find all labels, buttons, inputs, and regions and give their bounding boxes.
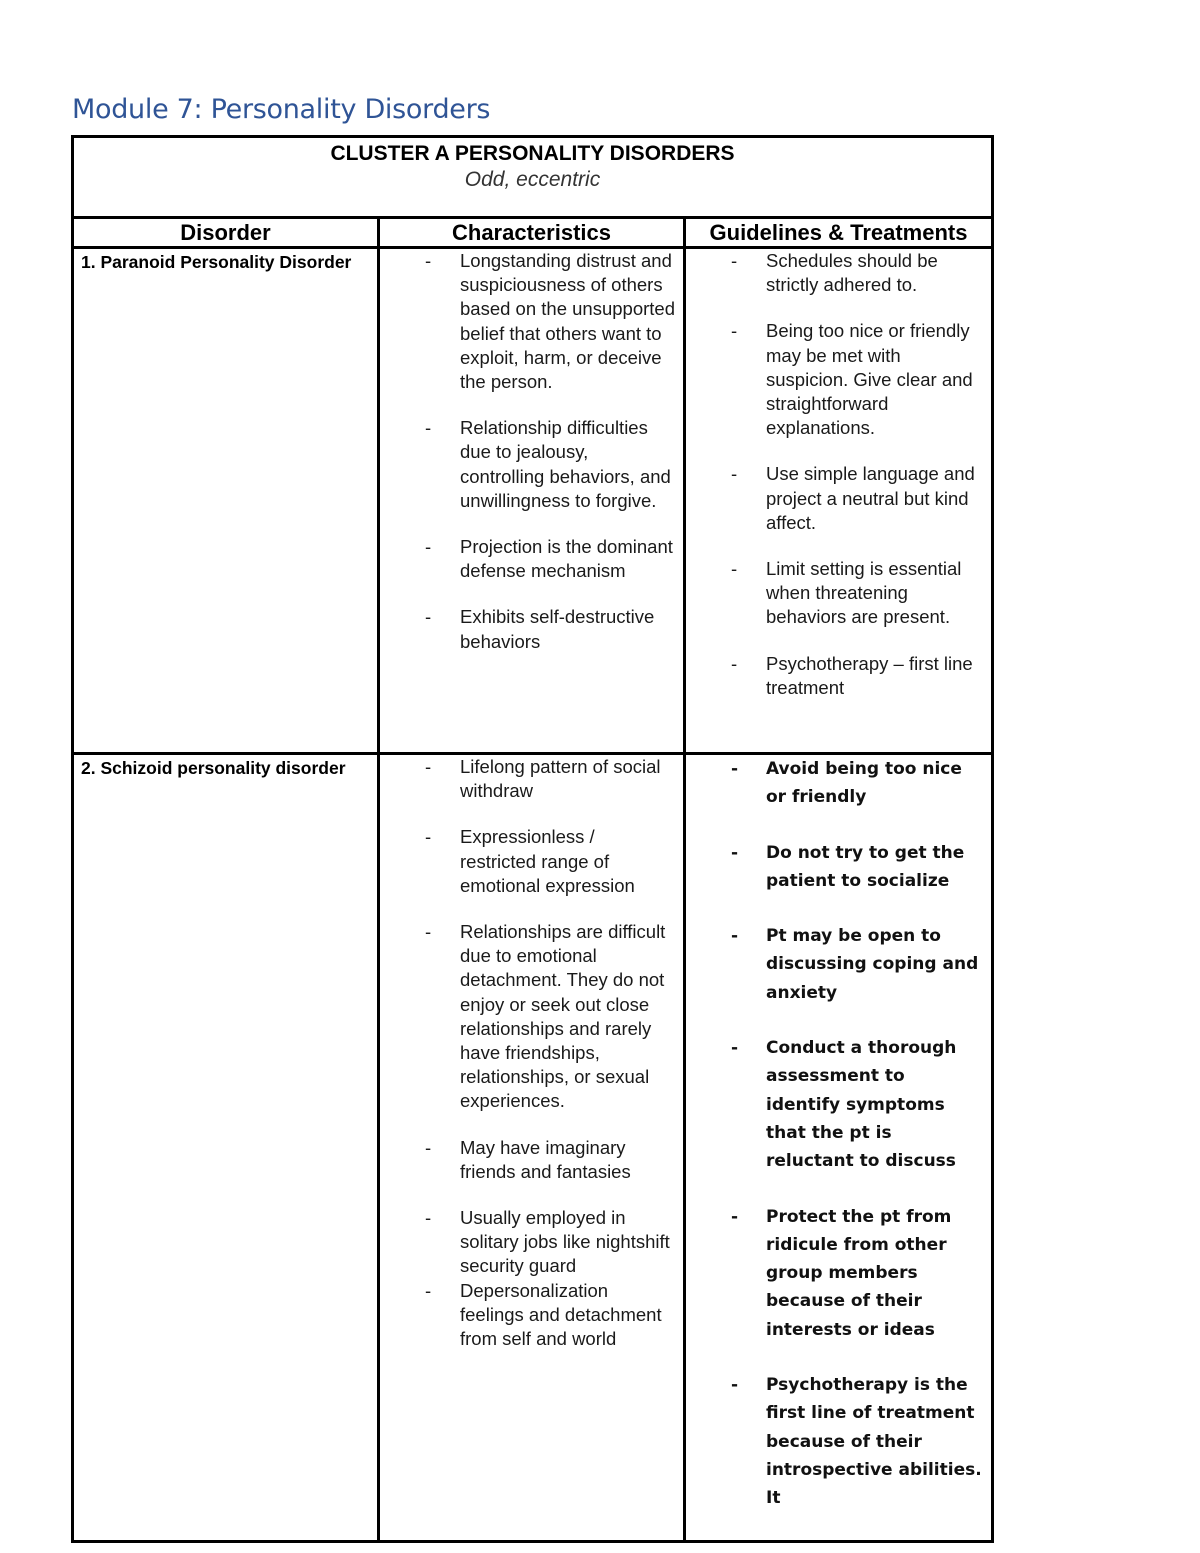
column-header-characteristics: Characteristics <box>379 218 685 248</box>
list-item: - Projection is the dominant defense mechanism <box>380 535 683 583</box>
characteristics-cell <box>379 248 685 754</box>
characteristics-cell <box>379 754 685 1542</box>
list-item: - Lifelong pattern of social withdraw <box>380 755 683 803</box>
column-header-disorder: Disorder <box>73 218 379 248</box>
list-item: - Limit setting is essential when threatening behaviors are present. <box>686 557 991 630</box>
disorder-cell <box>73 754 379 1542</box>
disorder-name: 1. Paranoid Personality Disorder <box>81 252 352 272</box>
list-item: - Conduct a thorough assessment to identify symptoms that the pt is reluctant to discuss <box>686 1034 991 1175</box>
list-item: - Use simple language and project a neutral but kind affect. <box>686 462 991 535</box>
guidelines-list <box>686 755 991 1513</box>
list-item: - Usually employed in solitary jobs like nightshift security guard <box>380 1206 683 1279</box>
list-item: - Exhibits self-destructive behaviors <box>380 605 683 653</box>
page-title: Module 7: Personality Disorders <box>72 94 491 125</box>
list-item: - Schedules should be strictly adhered to. <box>686 249 991 297</box>
list-item: - Psychotherapy is the first line of treatment because of their introspective abilities. It <box>686 1371 991 1512</box>
cluster-header-cell <box>73 137 993 218</box>
list-item: - Psychotherapy – first line treatment <box>686 652 991 700</box>
list-item: - Expressionless / restricted range of emotional expression <box>380 825 683 898</box>
list-item: - Avoid being too nice or friendly <box>686 755 991 812</box>
guidelines-cell <box>685 248 993 754</box>
guidelines-list <box>686 249 991 700</box>
list-item: - Pt may be open to discussing coping and anxiety <box>686 922 991 1007</box>
cluster-title: CLUSTER A PERSONALITY DISORDERS <box>330 142 735 165</box>
list-item: - Longstanding distrust and suspiciousness of others based on the unsupported belief that others want to exploit, harm, or deceive the person. <box>380 249 683 394</box>
list-item: - Depersonalization feelings and detachment from self and world <box>380 1279 683 1352</box>
table-row-schizoid <box>73 754 993 1542</box>
column-header-guidelines: Guidelines & Treatments <box>685 218 993 248</box>
characteristics-list <box>380 249 683 654</box>
table-row-paranoid <box>73 248 993 754</box>
cluster-a-table <box>71 135 994 1543</box>
list-item: - May have imaginary friends and fantasies <box>380 1136 683 1184</box>
disorder-name: 2. Schizoid personality disorder <box>81 758 346 778</box>
guidelines-cell <box>685 754 993 1542</box>
characteristics-list <box>380 755 683 1351</box>
list-item: - Being too nice or friendly may be met with suspicion. Give clear and straightforward explanations. <box>686 319 991 440</box>
list-item: - Relationships are difficult due to emotional detachment. They do not enjoy or seek out close relationships and rarely have friendships, relationships, or sexual experiences. <box>380 920 683 1114</box>
cluster-subtitle: Odd, eccentric <box>464 168 601 191</box>
list-item: - Relationship difficulties due to jealousy, controlling behaviors, and unwillingness to forgive. <box>380 416 683 513</box>
disorder-cell <box>73 248 379 754</box>
list-item: - Do not try to get the patient to socialize <box>686 839 991 896</box>
list-item: - Protect the pt from ridicule from other group members because of their interests or ideas <box>686 1203 991 1344</box>
